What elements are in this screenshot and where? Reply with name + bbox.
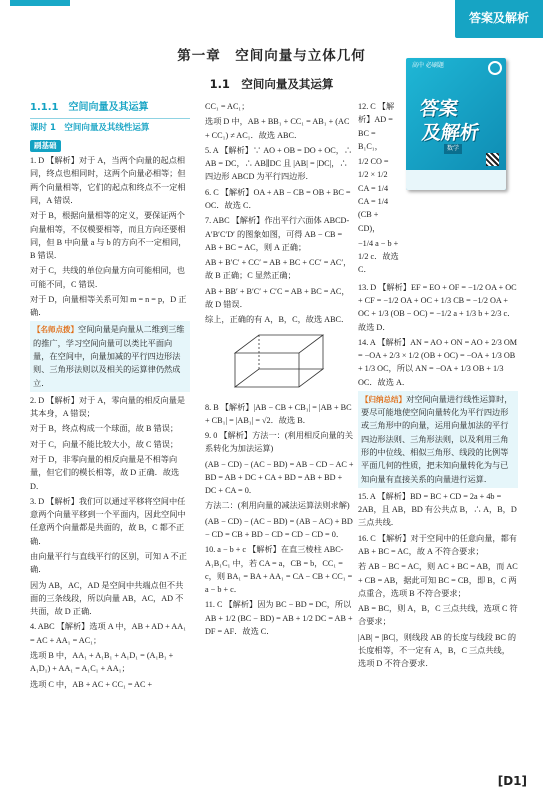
tip-box — [358, 391, 518, 488]
column-left — [30, 100, 190, 693]
answer-block: |AB| = |BC|，则线段 AB 的长度与线段 BC 的长度相等，不一定有 A，B，C 三点共线，选项 D 不符合要求． — [358, 632, 517, 669]
answer-block: 16. C 【解析】对于空间中的任意向量，都有 AB + BC = AC，故 A 不符合要求； — [358, 533, 517, 556]
page-number: [D1] — [497, 773, 527, 788]
figure-top-face — [235, 335, 323, 353]
answer-block: 3. D 【解析】我们可以通过平移将空间中任意两个向量平移到一个平面内，因此空间中任意两个向量都是共面的，故 B，C 都不正确． — [30, 496, 186, 546]
answer-block: 5. A 【解析】∵ AO + OB = DO + OC，∴ AB = DC，∴ AB∥DC 且 |AB| = |DC|，∴ 四边形 ABCD 为平行四边形． — [205, 145, 353, 182]
answer-block: 对于 D，非零向量的相反向量是不相等向量，但它们的模长相等，故 D 正确．故选 D． — [30, 455, 180, 491]
answer-block: 1. D 【解析】对于 A，当两个向量的起点相同，终点也相同时，这两个向量必相等；但两个向量相等，它们的起点和终点不一定相同，A 错误． — [30, 156, 186, 205]
basics-tag: 刷基础 — [30, 140, 61, 152]
book-title-line2: 及解析 — [420, 122, 481, 144]
section-title: 1.1 空间向量及其运算 — [209, 77, 334, 91]
answer-block: (AB − CD) − (AC − BD) = AB − CD − AC + BD = AB + DC + CA + BD = AB + BD + DC + CA = 0． — [205, 459, 354, 496]
answer-block: 对于 C，向量不能比较大小，故 C 错误； — [30, 439, 179, 449]
answer-block: 对于 B，根据向量相等的定义，要保证两个向量相等，不仅模要相等，而且方向还要相同，但 B 中向量 a 与 b 的方向不一定相同，B 错误． — [30, 211, 187, 261]
column-right — [358, 100, 518, 673]
answer-block: 由向量平行与直线平行的区别，可知 A 不正确． — [30, 551, 187, 575]
answer-block: 12. C 【解析】AD = BC = B₁C₁， — [358, 102, 395, 151]
answer-block: 9. 0 【解析】方法一：(利用相反向量的关系转化为加法运算) — [205, 431, 354, 454]
tip-tag: 【归纳总结】 — [361, 394, 406, 404]
answer-block: 6. C 【解析】OA + AB − CB = OB + BC = OC．故选 C． — [205, 187, 351, 210]
book-top-text: 高中 必刷题 — [412, 62, 444, 69]
book-subject: 数学 — [444, 144, 462, 154]
answer-block: 因为 AB，AC，AD 是空间中共端点但不共面的三条线段，所以向量 AB，AC，AD 不共面，故 D 正确． — [30, 580, 184, 617]
answer-block: 1/2 CO = 1/2 × 1/2 CA = 1/4 CA = 1/4 (CB + CD)， — [358, 157, 389, 233]
answer-block: 13. D 【解析】EF = EO + OF = −1/2 OA + OC + CF = −1/2 OA + OC + 1/3 CB = −1/2 OA + OC + 1/3 (OB − OC) = −1/2 a + 1/3 b + 2/3 c．故选 D． — [358, 282, 517, 332]
answer-block: 对于 D，向量相等关系可知 m = n = p，D 正确． — [30, 294, 187, 318]
answer-block: 2. D 【解析】对于 A，零向量的相反向量是其本身，A 错误； — [30, 395, 186, 419]
answer-block: 4. ABC 【解析】选项 A 中，AB + AD + AA₁ = AC + AA₁ = AC₁； — [30, 622, 187, 645]
answer-block: 8. B 【解析】|AB − CB + CB₁| = |AB + BC + CB₁| = |AB₁| = √2．故选 B． — [205, 402, 352, 425]
top-accent-band — [10, 0, 70, 6]
tip-text: 空间向量是向量从二维到三维的推广，学习空间向量可以类比平面向量，在空间中，向量加减的平行四边形法则、三角形法则以及相关的运算律仍然成立． — [33, 325, 185, 388]
answer-block: 选项 D 中，AB + BB₁ + CC₁ = AB₁ + (AC + CC₁) ≠ AC₁．故选 ABC． — [205, 117, 350, 140]
answer-block: 15. A 【解析】BD = BC + CD = 2a + 4b = 2AB，且 AB，BD 有公共点 B，∴ A，B，D 三点共线． — [358, 491, 517, 528]
parallelepiped-figure — [229, 331, 329, 397]
answer-block: 10. a − b + c 【解析】在直三棱柱 ABC-A₁B₁C₁ 中，若 CA = a，CB = b，CC₁ = c，则 BA₁ = BA + AA₁ = CA − CB + CC₁ = a − b + c． — [205, 545, 353, 595]
answer-block: −1/4 a − b + 1/2 c．故选 C． — [358, 238, 399, 275]
answer-block: 14. A 【解析】AN = AO + ON = AO + 2/3 OM = −OA + 2/3 × 1/2 (OB + OC) = −OA + 1/3 OB + 1/3 OC，所以 AN = −OA + 1/3 OB + 1/3 OC．故选 A． — [358, 337, 518, 387]
answer-block: 选项 B 中，AA₁ + A₁B₁ + A₁D₁ = (A₁B₁ + A₁D₁) + AA₁ = A₁C₁ + AA₁； — [30, 650, 174, 674]
answer-block: 对于 C，共线的单位向量方向可能相同，也可能不同，C 错误． — [30, 266, 185, 289]
subsection-heading: 1.1.1 空间向量及其运算 — [30, 102, 149, 113]
tip-box — [30, 321, 190, 391]
answer-key-badge: 答案及解析 — [455, 0, 543, 38]
figure-bottom-face — [235, 369, 323, 387]
column-middle — [205, 100, 355, 640]
answer-block: 综上，正确的有 A，B，C，故选 ABC． — [205, 315, 350, 325]
answer-block: 11. C 【解析】因为 BC − BD = DC，所以 AB + 1/2 (BC − BD) = AB + 1/2 DC = AB + DF = AF．故选 C． — [205, 600, 353, 636]
answer-block: 选项 C 中，AB + AC + CC₁ = AC + — [30, 679, 153, 689]
book-title-line1: 答案 — [418, 98, 460, 120]
tip-text: 对空间向量进行线性运算时，要尽可能地使空间向量转化为平行四边形或三角形中的向量，运用向量加法的平行四边形法则、三角形法则，以及利用三角形的中位线、相似三角形、线段的比例等平面几何的性质，把未知向量转化为与已知向量有直接关系的向量进行运算． — [361, 394, 513, 484]
divider — [30, 118, 190, 119]
page-number-value: D1 — [503, 773, 522, 788]
answer-block: CC₁ = AC₁； — [205, 102, 250, 111]
answer-block: 若 AB − BC = AC，则 AC + BC = AB，而 AC + CB = AB，据此可知 BC = CB，即 B，C 两点重合，选项 B 不符合要求； — [358, 562, 518, 598]
answer-block: (AB − CD) − (AC − BD) = (AB − AC) + BD − CD = CB + BD − CD = CD − CD = 0． — [205, 516, 353, 540]
logo-icon — [488, 61, 502, 75]
answer-block: AB = BC，则 A，B，C 三点共线，选项 C 符合要求； — [358, 604, 518, 627]
answer-block: 对于 B，终点构成一个球面，故 B 错误； — [30, 424, 179, 434]
tip-tag: 【名师点拨】 — [33, 325, 78, 335]
answer-block: AB + B′C′ + CC′ = AB + BC + CC′ = AC′，故 B 正确；C 显然正确； — [205, 258, 352, 281]
chapter-title: 第一章 空间向量与立体几何 — [177, 48, 366, 64]
answer-block: 方法二：(利用向量的减法运算法则求解) — [205, 501, 350, 511]
lesson-heading: 课时 1 空间向量及其线性运算 — [30, 123, 150, 134]
answer-block: 7. ABC 【解析】作出平行六面体 ABCD-A′B′C′D′ 的图象如图，可得 AB − CB = AB + BC = AC，则 A 正确； — [205, 216, 350, 252]
answer-block: AB + BB′ + B′C′ + C′C = AB + BC = AC，故 D 错误． — [205, 286, 350, 309]
